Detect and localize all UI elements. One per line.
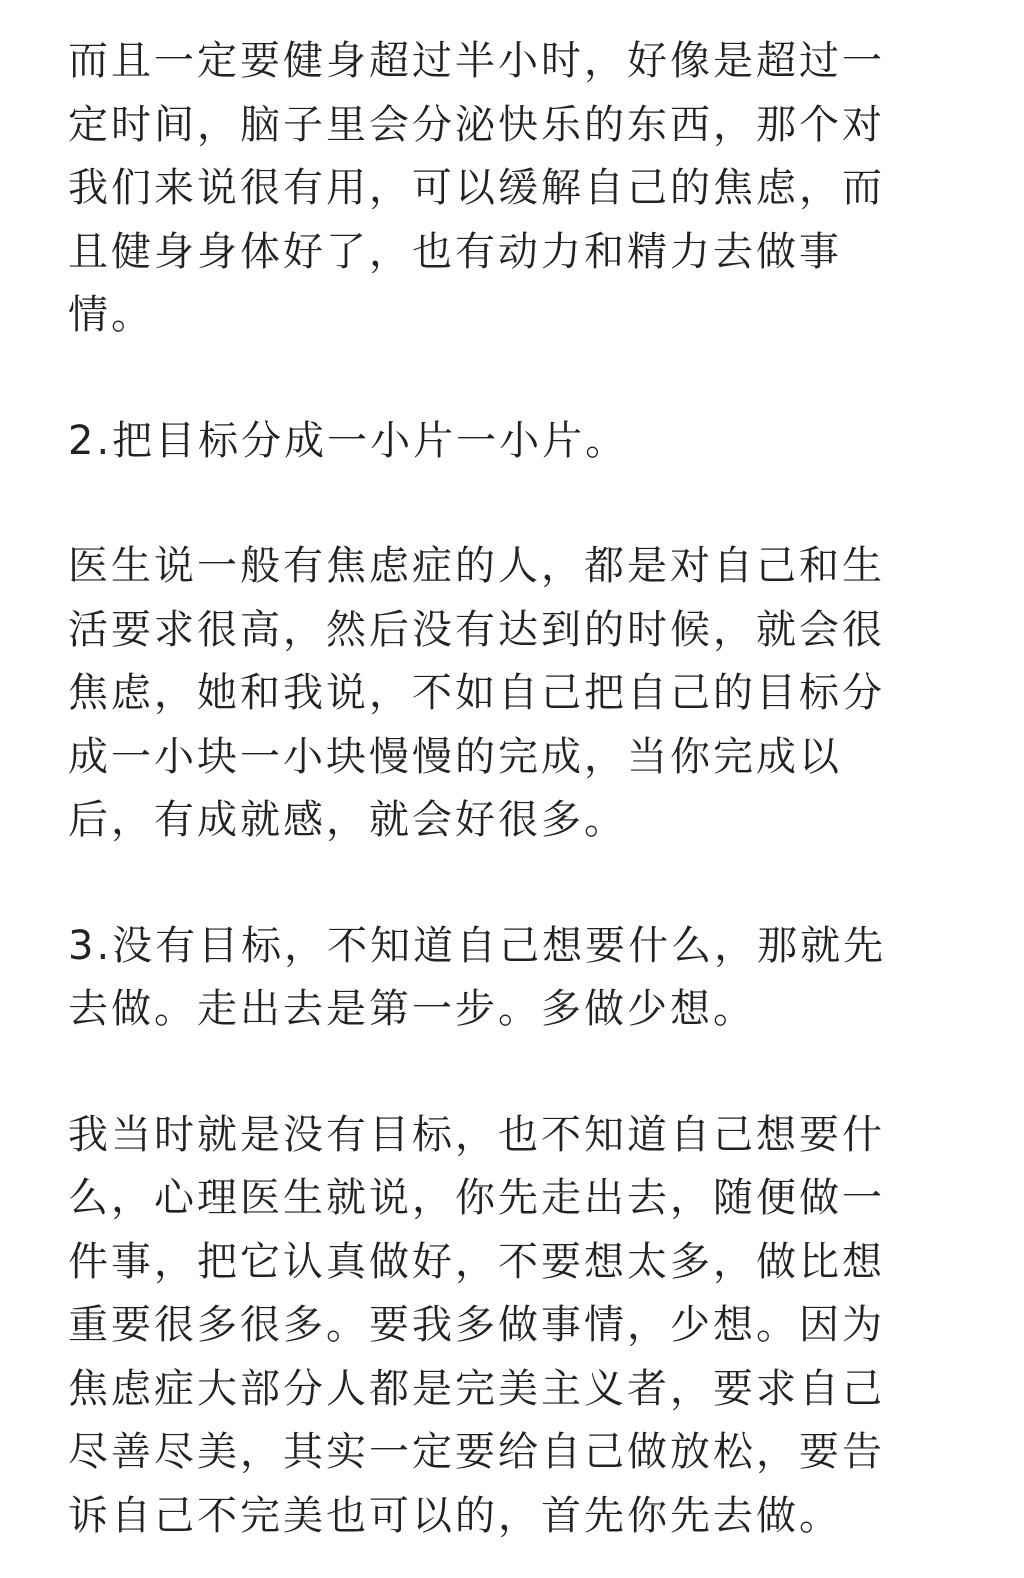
text-line: 成一小块一小块慢慢的完成，当你完成以 bbox=[68, 733, 842, 780]
paragraph-gap bbox=[68, 473, 938, 535]
text-line: 焦虑，她和我说，不如自己把自己的目标分 bbox=[68, 670, 885, 716]
text-line: 3.没有目标，不知道自己想要什么，那就先 bbox=[68, 922, 887, 969]
text-line: 焦虑症大部分人都是完美主义者，要求自己 bbox=[68, 1365, 885, 1412]
paragraph-gap bbox=[68, 348, 938, 410]
text-line: 我当时就是没有目标，也不知道自己想要什 bbox=[68, 1111, 885, 1158]
text-line: 件事，把它认真做好，不要想太多，做比想 bbox=[68, 1238, 885, 1285]
text-line: 2.把目标分成一小片一小片。 bbox=[68, 417, 629, 464]
section-heading-2 bbox=[68, 410, 938, 474]
text-line: 诉自己不完美也可以的，首先你先去做。 bbox=[68, 1492, 842, 1539]
text-line: 尽善尽美，其实一定要给自己做放松，要告 bbox=[68, 1429, 885, 1475]
text-line: 情。 bbox=[68, 292, 154, 338]
paragraph-gap bbox=[68, 853, 938, 915]
text-line: 且健身身体好了，也有动力和精力去做事 bbox=[68, 228, 842, 275]
text-line: 定时间，脑子里会分泌快乐的东西，那个对 bbox=[68, 101, 885, 148]
text-line: 后，有成就感，就会好很多。 bbox=[68, 797, 627, 843]
article-body bbox=[68, 30, 938, 1548]
paragraph-no-goal bbox=[68, 1104, 938, 1549]
text-line: 医生说一般有焦虑症的人，都是对自己和生 bbox=[68, 543, 885, 589]
text-line: 重要很多很多。要我多做事情，少想。因为 bbox=[68, 1302, 885, 1348]
paragraph-doctor-advice bbox=[68, 535, 938, 853]
text-line: 去做。走出去是第一步。多做少想。 bbox=[68, 986, 756, 1032]
section-heading-3 bbox=[68, 915, 938, 1042]
text-line: 而且一定要健身超过半小时，好像是超过一 bbox=[68, 38, 885, 84]
text-line: 么，心理医生就说，你先走出去，随便做一 bbox=[68, 1175, 885, 1221]
text-line: 我们来说很有用，可以缓解自己的焦虑，而 bbox=[68, 165, 885, 211]
paragraph-gap bbox=[68, 1042, 938, 1104]
text-line: 活要求很高，然后没有达到的时候，就会很 bbox=[68, 606, 885, 653]
paragraph-gym-benefits bbox=[68, 30, 938, 348]
